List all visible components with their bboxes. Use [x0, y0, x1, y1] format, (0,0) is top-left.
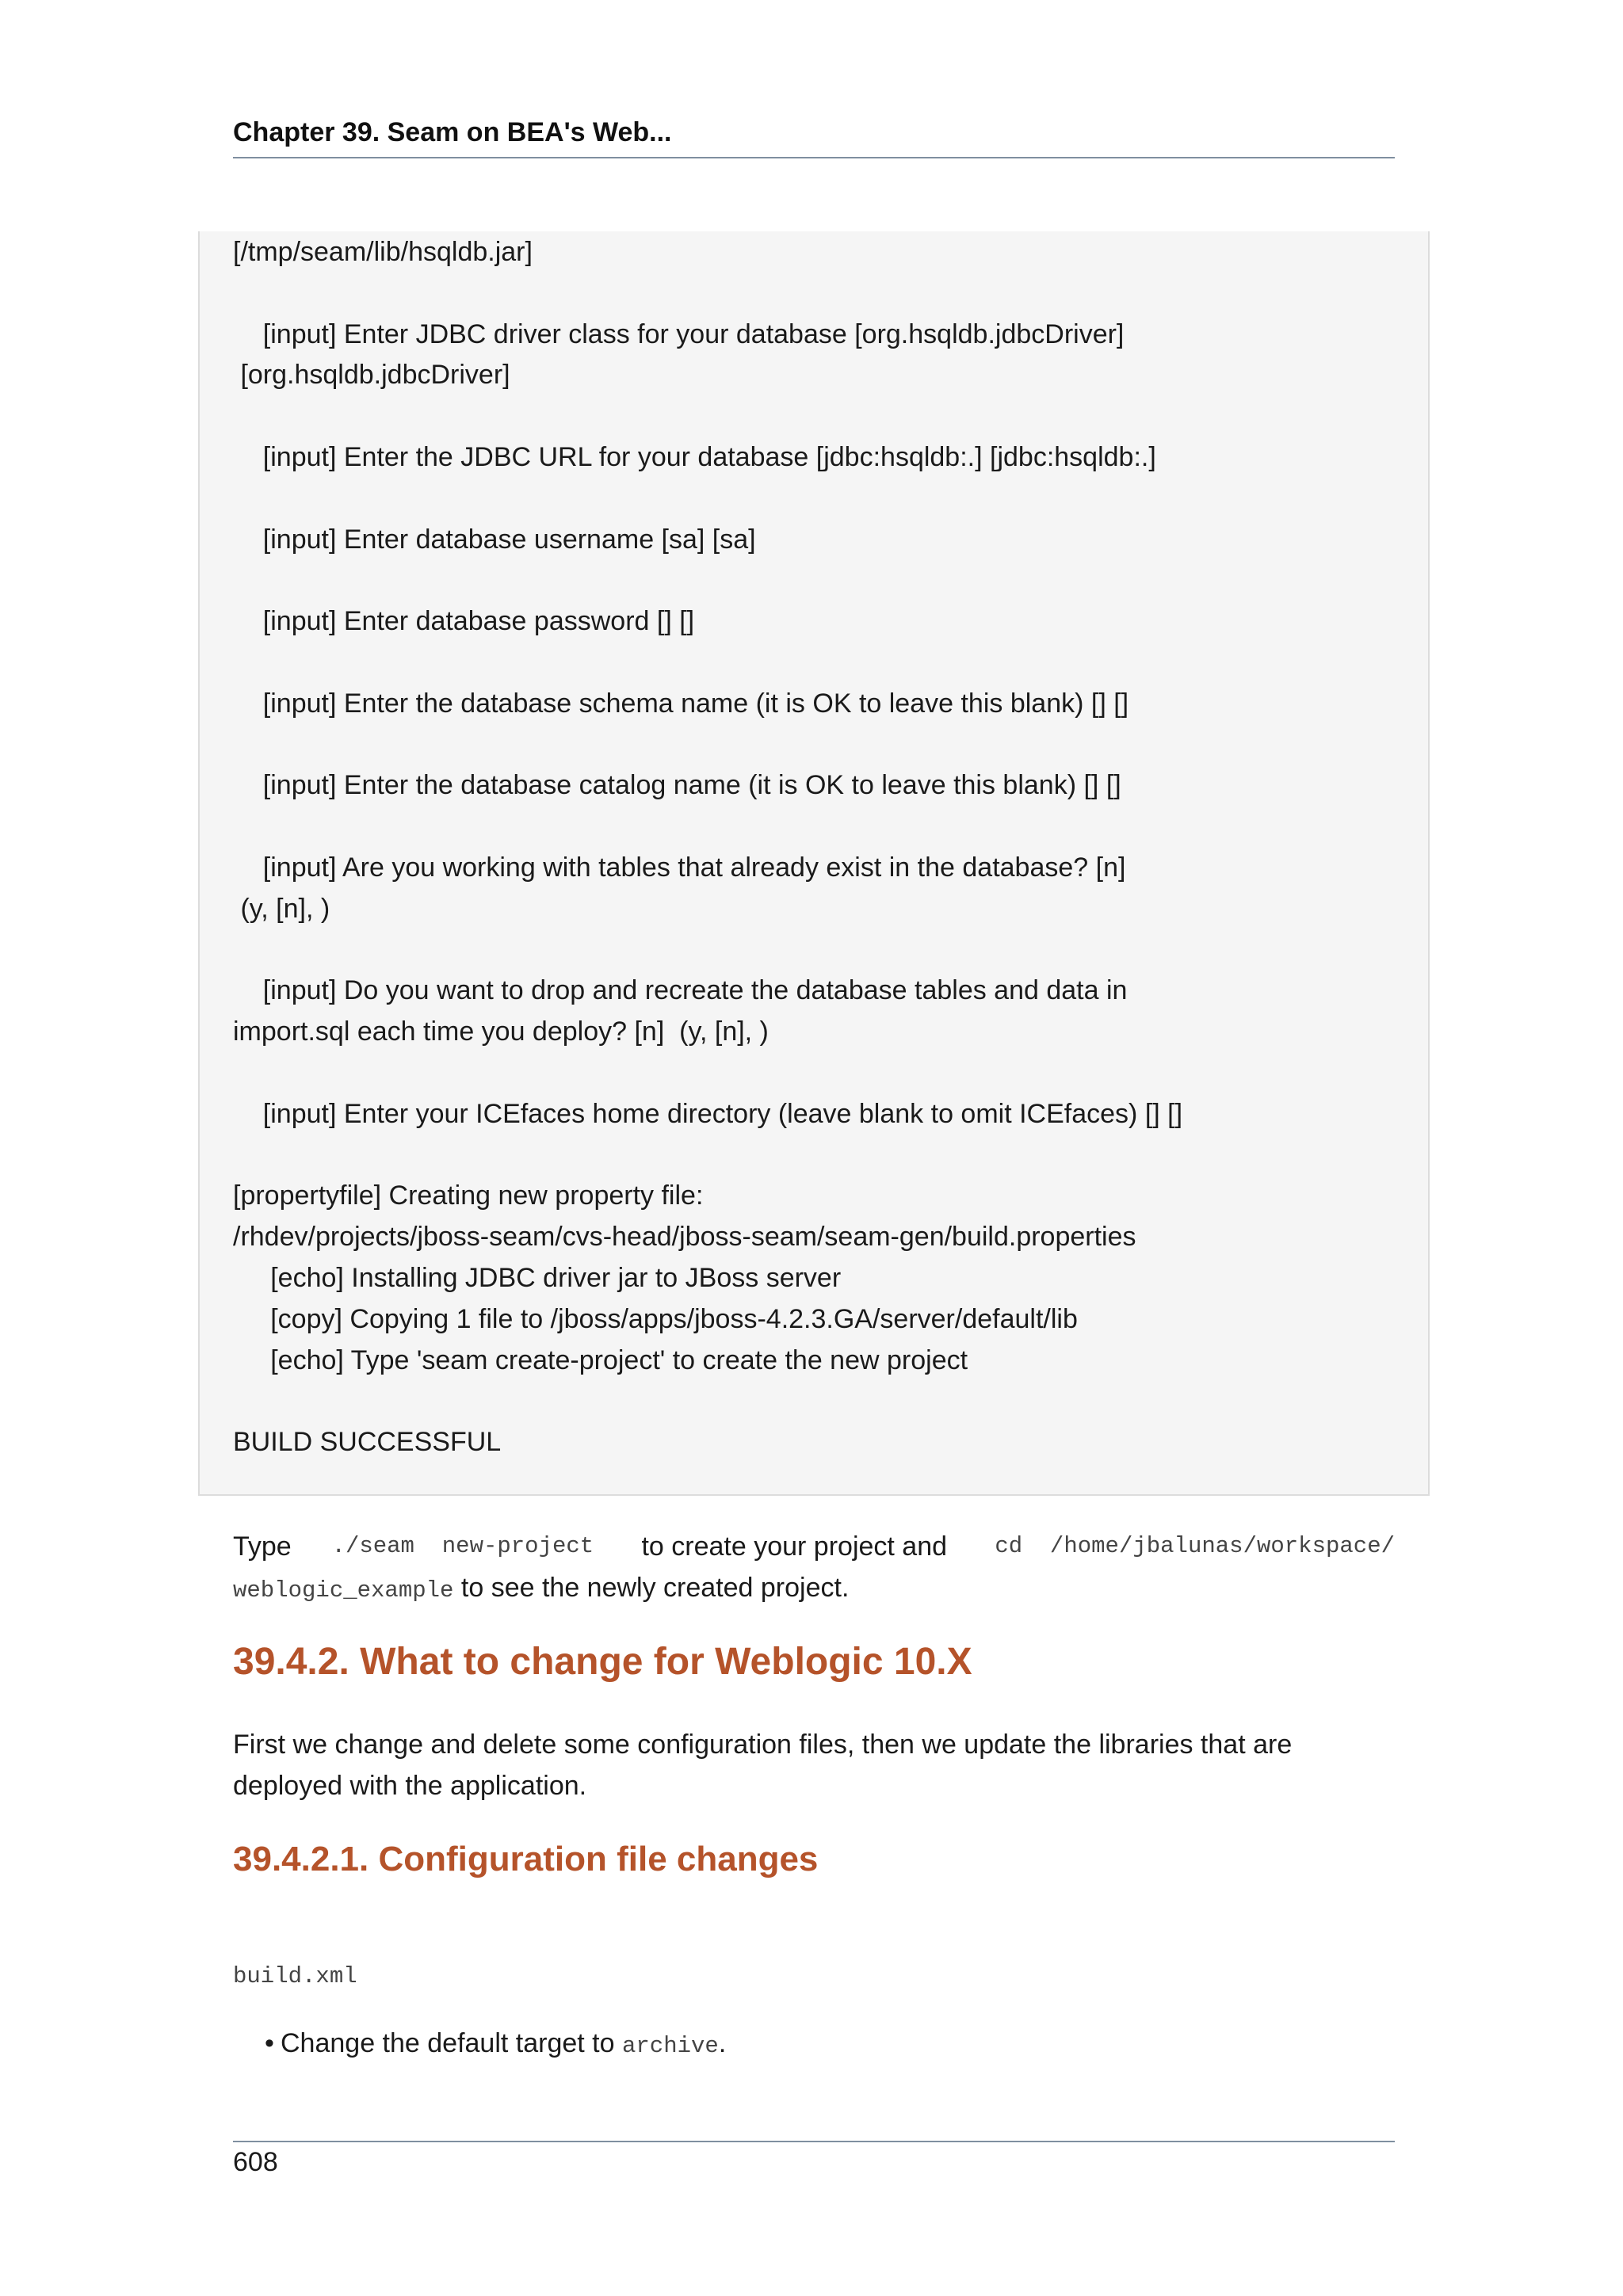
code-line	[233, 807, 1390, 848]
text-type: Type	[233, 1531, 292, 1562]
text-create-project: to create your project and	[634, 1531, 955, 1562]
code-line: [input] Are you working with tables that already exist in the database? [n]	[233, 852, 1126, 883]
code-line	[233, 560, 1390, 601]
code-line: [echo] Type 'seam create-project' to create the new project	[233, 1344, 968, 1375]
code-line	[233, 643, 1390, 684]
section-intro: First we change and delete some configuration files, then we update the libraries that are deployed with the application.	[233, 1730, 1293, 1801]
list-item	[265, 2028, 727, 2059]
code-line: [org.hsqldb.jdbcDriver]	[233, 360, 510, 391]
code-line: (y, [n], )	[233, 893, 330, 924]
code-line: [input] Enter database password [] []	[233, 606, 695, 637]
code-line: /rhdev/projects/jboss-seam/cvs-head/jboss-seam/seam-gen/build.properties	[233, 1222, 1136, 1253]
code-line: [input] Enter database username [sa] [sa]	[233, 524, 756, 555]
code-seam-new-project: ./seam new-project	[331, 1533, 594, 1559]
term-build-xml: build.xml	[233, 1963, 357, 1989]
code-line: [input] Enter your ICEfaces home directory (leave blank to omit ICEfaces) [] []	[233, 1098, 1183, 1129]
code-line: [input] Enter the database catalog name (it is OK to leave this blank) [] []	[233, 770, 1121, 801]
code-line	[233, 273, 1390, 315]
code-line	[233, 1053, 1390, 1094]
paragraph-after-code	[233, 1526, 1395, 1611]
code-line: BUILD SUCCESSFUL	[233, 1427, 502, 1458]
bullet-icon: •	[265, 2028, 274, 2058]
code-weblogic-example: weblogic_example	[233, 1577, 454, 1604]
chapter-header: Chapter 39. Seam on BEA's Web...	[233, 117, 672, 147]
bullet-text: Change the default target to	[281, 2028, 622, 2058]
code-line: [propertyfile] Creating new property file:	[233, 1180, 704, 1211]
header-divider	[233, 157, 1395, 158]
code-line: [/tmp/seam/lib/hsqldb.jar]	[233, 237, 533, 267]
section-heading: 39.4.2. What to change for Weblogic 10.X	[233, 1641, 972, 1683]
code-cd-path: cd /home/jbalunas/workspace/	[995, 1533, 1395, 1559]
code-line: [input] Enter the JDBC URL for your database [jdbc:hsqldb:.] [jdbc:hsqldb:.]	[233, 441, 1156, 472]
code-line: import.sql each time you deploy? [n] (y, [n], )	[233, 1016, 769, 1047]
bullet-tail: .	[718, 2028, 727, 2058]
code-line	[233, 1135, 1390, 1177]
code-line: [input] Enter JDBC driver class for your database [org.hsqldb.jdbcDriver]	[233, 318, 1125, 349]
page-number: 608	[233, 2147, 278, 2177]
code-line: [input] Do you want to drop and recreate the database tables and data in	[233, 975, 1128, 1006]
code-line	[233, 725, 1390, 766]
code-line	[233, 479, 1390, 520]
code-line	[233, 396, 1390, 437]
footer-divider	[233, 2141, 1395, 2142]
code-archive: archive	[621, 2033, 719, 2059]
code-line: [echo] Installing JDBC driver jar to JBoss server	[233, 1262, 842, 1293]
text-see-project: to see the newly created project.	[453, 1573, 850, 1603]
code-line	[233, 1381, 1390, 1422]
code-line	[233, 930, 1390, 971]
code-line: [copy] Copying 1 file to /jboss/apps/jboss-4.2.3.GA/server/default/lib	[233, 1303, 1078, 1334]
code-block	[233, 232, 1390, 1463]
code-line: [input] Enter the database schema name (it is OK to leave this blank) [] []	[233, 688, 1129, 719]
subsection-heading: 39.4.2.1. Configuration file changes	[233, 1840, 819, 1878]
